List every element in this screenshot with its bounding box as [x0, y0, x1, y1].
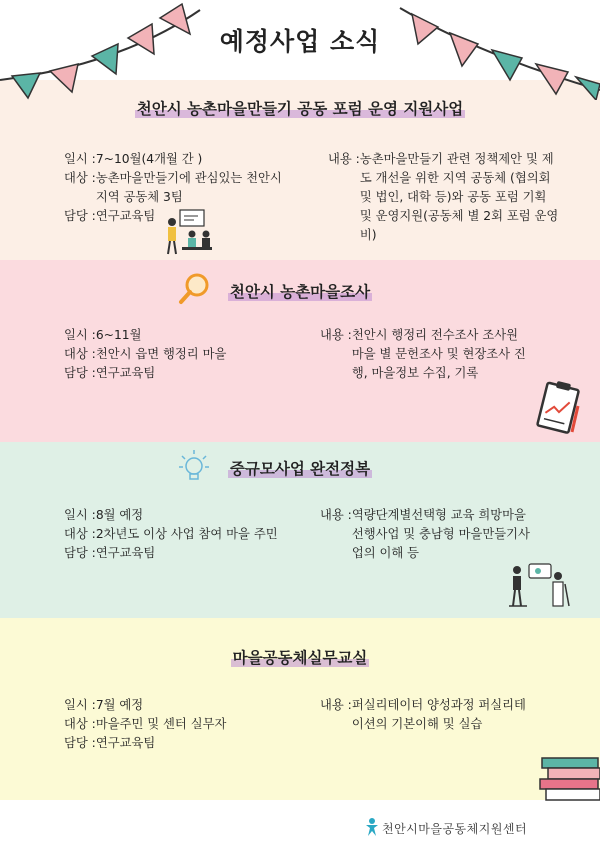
section-left-info: [64, 326, 294, 383]
info-value: 2차년도 이상 사업 참여 마을 주민: [95, 527, 278, 541]
info-key: 담당 :: [64, 546, 96, 560]
info-key: 대상 :: [64, 171, 96, 185]
info-row-content: [320, 506, 540, 563]
info-value: 7~10월(4개월 간 ): [95, 152, 203, 166]
section-title: [0, 280, 600, 302]
section-left-info: [64, 696, 294, 753]
info-row-content: [328, 150, 560, 245]
info-key: 담당 :: [64, 209, 96, 223]
info-row-content: [320, 696, 532, 734]
section-title: [0, 646, 600, 668]
page-title: 예정사업 소식: [219, 27, 381, 56]
info-value: 천안시 읍면 행정리 마을: [95, 347, 227, 361]
info-row-manager: [64, 544, 279, 563]
info-value: 6~11월: [95, 328, 142, 342]
info-key: 담당 :: [64, 736, 96, 750]
section-left-info: [64, 506, 279, 563]
info-value: 7월 예정: [95, 698, 144, 712]
section-title: [0, 457, 600, 479]
presenter-illustration-icon: [505, 560, 575, 610]
info-row-target: [64, 525, 279, 544]
footer-org-name: 천안시마을공동체지원센터: [382, 822, 528, 836]
info-value: 마을주민 및 센터 실무자: [95, 717, 227, 731]
info-value: 퍼실리테이터 양성과정 퍼실리테이션의 기본이해 및 실습: [351, 698, 526, 731]
section-title-text: 천안시 농촌마을만들기 공동 포럼 운영 지원사업: [136, 100, 464, 118]
info-key: 대상 :: [64, 527, 96, 541]
info-key: 내용 :: [320, 698, 352, 712]
info-row-date: [64, 326, 294, 345]
info-value: 연구교육팀: [95, 366, 156, 380]
info-value: 8월 예정: [95, 508, 144, 522]
info-row-target: [64, 345, 294, 364]
info-key: 내용 :: [328, 152, 360, 166]
info-row-date: [64, 150, 284, 169]
info-value: 연구교육팀: [95, 546, 156, 560]
info-key: 내용 :: [320, 328, 352, 342]
info-key: 대상 :: [64, 717, 96, 731]
person-logo-icon: [364, 817, 380, 837]
section-title: [0, 97, 600, 119]
info-row-date: [64, 506, 279, 525]
info-row-date: [64, 696, 294, 715]
info-row-target: [64, 169, 284, 207]
info-row-target: [64, 715, 294, 734]
info-value: 연구교육팀: [95, 736, 156, 750]
info-value: 연구교육팀: [95, 209, 156, 223]
info-key: 담당 :: [64, 366, 96, 380]
info-key: 대상 :: [64, 347, 96, 361]
info-key: 일시 :: [64, 508, 96, 522]
info-value: 천안시 행정리 전수조사 조사원 마을 별 문헌조사 및 현장조사 진행, 마을정보 수집, 기록: [351, 328, 526, 380]
section-right-info: [320, 696, 532, 734]
info-key: 일시 :: [64, 152, 96, 166]
info-value: 농촌마을만들기에 관심있는 천안시 지역 공동체 3팀: [95, 171, 282, 204]
info-key: 일시 :: [64, 328, 96, 342]
section-title-text: 천안시 농촌마을조사: [229, 283, 371, 301]
section-right-info: [320, 326, 530, 383]
info-row-manager: [64, 364, 294, 383]
info-row-manager: [64, 734, 294, 753]
meeting-illustration-icon: [162, 208, 214, 258]
section-title-text: 중규모사업 완전정복: [229, 460, 371, 478]
info-value: 역량단계별선택형 교육 희망마을 선행사업 및 충남형 마을만들기사업의 이해 등: [351, 508, 530, 560]
info-key: 내용 :: [320, 508, 352, 522]
section-title-text: 마을공동체실무교실: [232, 649, 368, 667]
section-right-info: [320, 506, 540, 563]
clipboard-chart-icon: [534, 380, 584, 436]
section-right-info: [328, 150, 560, 245]
books-icon: [538, 756, 600, 802]
info-value: 농촌마을만들기 관련 정책제안 및 제도 개선을 위한 지역 공동체 (협의회 및 법인, 대학 등)와 공동 포럼 기획 및 운영지원(공동체 별 2회 포럼 운영비): [359, 152, 559, 242]
info-row-content: [320, 326, 530, 383]
info-key: 일시 :: [64, 698, 96, 712]
